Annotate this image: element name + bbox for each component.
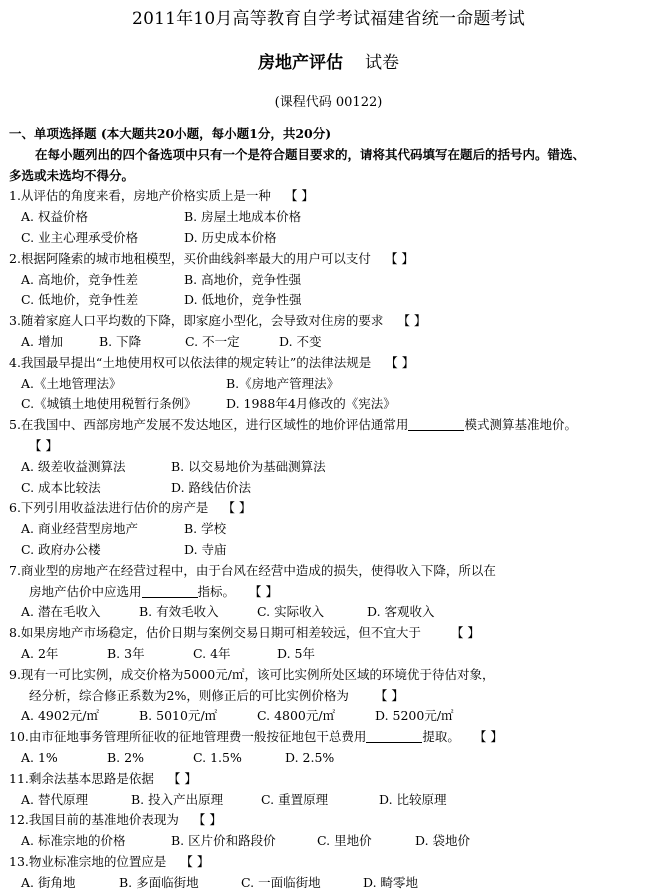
answer-bracket[interactable]: 【 】 — [222, 500, 252, 516]
option-row — [9, 207, 651, 228]
option: B. 投入产出原理 — [131, 791, 224, 807]
option: C. 一面临街地 — [241, 874, 321, 890]
option: B. 以交易地价为基础测算法 — [171, 458, 326, 474]
option: D. 客观收入 — [367, 604, 435, 620]
section-instruction: 在每小题列出的四个备选项中只有一个是符合题目要求的，请将其代码填写在题后的括号内。错选、 — [35, 146, 586, 162]
option: C. 里地价 — [317, 833, 372, 849]
option: D. 5年 — [277, 645, 315, 661]
option-row — [9, 540, 651, 561]
answer-bracket[interactable]: 【 】 — [473, 729, 503, 745]
option: D. 袋地价 — [415, 833, 471, 849]
option-row — [9, 602, 651, 623]
answer-bracket[interactable]: 【 】 — [374, 687, 404, 703]
option: D. 历史成本价格 — [184, 229, 277, 245]
option: C. 不一定 — [185, 333, 240, 349]
option: D. 畸零地 — [363, 874, 419, 890]
option: C. 4年 — [193, 645, 231, 661]
option-row — [9, 644, 651, 665]
option-row — [9, 831, 651, 852]
option: A.《土地管理法》 — [21, 375, 122, 391]
option: A. 替代原理 — [21, 791, 88, 807]
option: B. 学校 — [184, 521, 227, 537]
option: D. 5200元/㎡ — [375, 708, 454, 724]
fill-blank[interactable] — [142, 583, 198, 598]
question-stem-cont — [9, 436, 651, 457]
answer-bracket[interactable]: 【 】 — [284, 188, 314, 204]
question-stem: 2.根据阿隆索的城市地租模型，买价曲线斜率最大的用户可以支付 【 】 — [9, 249, 651, 270]
option: A. 潜在毛收入 — [21, 604, 101, 620]
answer-bracket[interactable]: 【 】 — [450, 625, 480, 641]
answer-bracket[interactable]: 【 】 — [192, 812, 222, 828]
question-stem-cont: 经分析，综合修正系数为2%，则修正后的可比实例价格为 【 】 — [9, 686, 651, 707]
option-row — [9, 790, 651, 811]
option-row — [9, 519, 651, 540]
option: C. 4800元/㎡ — [257, 708, 336, 724]
option: A. 街角地 — [21, 874, 76, 890]
option: C. 实际收入 — [257, 604, 325, 620]
option: A. 标准宗地的价格 — [21, 833, 126, 849]
question-stem: 4.我国最早提出“土地使用权可以依法律的规定转让”的法律法规是 【 】 — [9, 353, 651, 374]
question-stem: 1.从评估的角度来看，房地产价格实质上是一种 【 】 — [9, 186, 651, 207]
option: D. 低地价，竞争性强 — [184, 292, 302, 308]
question-section — [9, 124, 651, 893]
option: A. 级差收益测算法 — [21, 458, 126, 474]
option: B. 房屋土地成本价格 — [184, 209, 302, 225]
option-row — [9, 374, 651, 395]
question-stem: 6.下列引用收益法进行估价的房产是 【 】 — [9, 498, 651, 519]
option-row — [9, 457, 651, 478]
course-code: (课程代码 00122) — [274, 95, 383, 110]
option: B. 多面临街地 — [119, 874, 199, 890]
option: B. 有效毛收入 — [139, 604, 219, 620]
exam-title: 2011年10月高等教育自学考试福建省统一命题考试 — [132, 9, 525, 29]
option-row — [9, 748, 651, 769]
paper-type: 试卷 — [365, 53, 399, 73]
answer-bracket[interactable]: 【 】 — [397, 313, 427, 329]
option: C. 低地价，竞争性差 — [21, 292, 139, 308]
option-row — [9, 332, 651, 353]
option: A. 商业经营型房地产 — [21, 521, 138, 537]
option-row — [9, 394, 651, 415]
option: B. 5010元/㎡ — [139, 708, 218, 724]
option: D. 路线估价法 — [171, 479, 252, 495]
section-heading: 一、单项选择题 (本大题共20小题，每小题1分，共20分) — [9, 126, 332, 141]
option: A. 权益价格 — [21, 209, 88, 225]
option: C. 业主心理承受价格 — [21, 229, 139, 245]
section-instruction-cont: 多选或未选均不得分。 — [9, 167, 135, 183]
question-stem: 9.现有一可比实例，成交价格为5000元/㎡，该可比实例所处区域的环境优于待估对象， — [9, 666, 495, 682]
option: B. 2% — [107, 749, 144, 765]
fill-blank[interactable] — [408, 416, 464, 431]
option-row — [9, 228, 651, 249]
option: C. 重置原理 — [261, 791, 329, 807]
option: B. 高地价，竞争性强 — [184, 271, 302, 287]
option: A. 2年 — [21, 645, 59, 661]
answer-bracket[interactable]: 【 】 — [384, 250, 414, 266]
question-stem: 13.物业标准宗地的位置应是 【 】 — [9, 852, 651, 873]
option: D. 不变 — [279, 333, 322, 349]
subject-name: 房地产评估 — [258, 53, 343, 73]
option: C.《城镇土地使用税暂行条例》 — [21, 396, 197, 412]
option-row — [9, 290, 651, 311]
option: B.《房地产管理法》 — [226, 375, 340, 391]
option-row — [9, 706, 651, 727]
question-stem: 5.在我国中、西部房地产发展不发达地区，进行区域性的地价评估通常用 模式测算基准地价。 — [9, 417, 577, 433]
option: D. 比较原理 — [379, 791, 447, 807]
option-row — [9, 478, 651, 499]
option: C. 成本比较法 — [21, 479, 101, 495]
option: D. 2.5% — [285, 749, 335, 765]
answer-bracket[interactable]: 【 】 — [167, 770, 197, 786]
option: B. 3年 — [107, 645, 145, 661]
question-stem: 3.随着家庭人口平均数的下降，即家庭小型化，会导致对住房的要求 【 】 — [9, 311, 651, 332]
answer-bracket[interactable]: 【 】 — [180, 853, 210, 869]
option: D. 1988年4月修改的《宪法》 — [226, 396, 396, 412]
question-stem: 11.剩余法基本思路是依据 【 】 — [9, 769, 651, 790]
option: A. 4902元/㎡ — [21, 708, 99, 724]
option-row — [9, 270, 651, 291]
option: C. 政府办公楼 — [21, 541, 101, 557]
question-stem-cont: 房地产估价中应选用 指标。 【 】 — [9, 582, 651, 603]
option: B. 下降 — [99, 333, 142, 349]
option: A. 增加 — [21, 333, 63, 349]
option: A. 高地价，竞争性差 — [21, 271, 138, 287]
option: A. 1% — [21, 749, 58, 765]
question-stem: 8.如果房地产市场稳定，估价日期与案例交易日期可相差较远，但不宜大于 【 】 — [9, 623, 651, 644]
question-stem: 10.由市征地事务管理所征收的征地管理费一般按征地包干总费用 提取。 【 】 — [9, 727, 651, 748]
question-stem: 7.商业型的房地产在经营过程中，由于台风在经营中造成的损失，使得收入下降，所以在 — [9, 562, 496, 578]
answer-bracket[interactable]: 【 】 — [249, 583, 279, 599]
answer-bracket[interactable]: 【 】 — [385, 354, 415, 370]
option: B. 区片价和路段价 — [171, 833, 276, 849]
fill-blank[interactable] — [366, 728, 422, 743]
exam-subtitle — [0, 52, 657, 74]
option: D. 寺庙 — [184, 541, 227, 557]
option: C. 1.5% — [193, 749, 242, 765]
question-stem: 12.我国目前的基准地价表现为 【 】 — [9, 810, 651, 831]
answer-bracket[interactable]: 【 】 — [29, 437, 58, 453]
